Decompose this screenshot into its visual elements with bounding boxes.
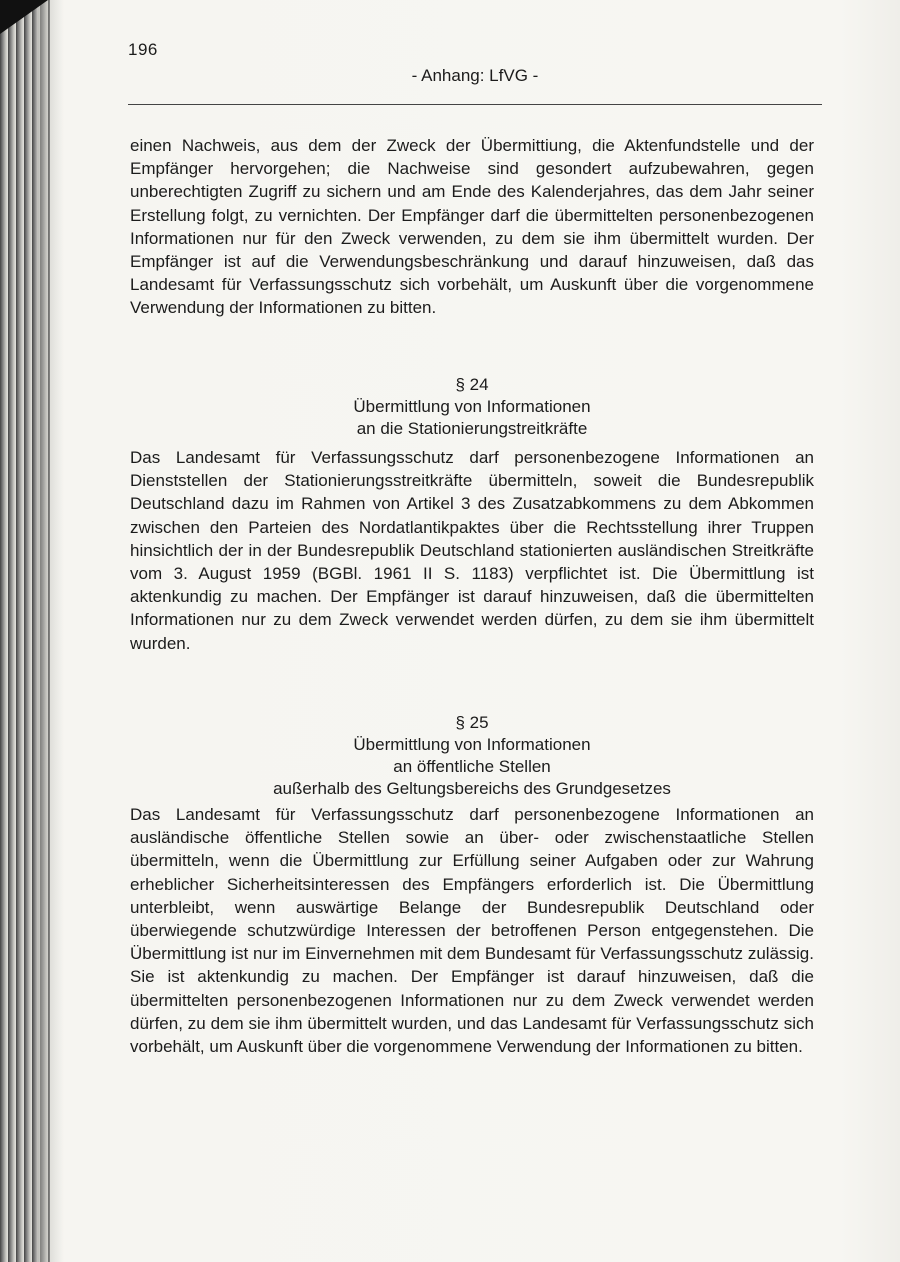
binding-fade bbox=[38, 0, 64, 1262]
section-24-heading bbox=[130, 374, 814, 440]
header-rule bbox=[128, 104, 822, 105]
section-25-title-line-3: außerhalb des Geltungsbereichs des Grundgesetzes bbox=[273, 779, 671, 798]
intro-paragraph: einen Nachweis, aus dem der Zweck der Übermittiung, die Aktenfundstelle und der Empfänger hervorgehen; die Nachweise sind gesondert aufzubewahren, gegen unberechtigten Zugriff zu sichern und am Ende des Kalenderjahres, das dem Jahr seiner Erstellung folgt, zu vernichten. Der Empfänger darf die übermittelten personenbezogenen Informationen nur für den Zweck verwenden, zu dem sie ihm übermittelt wurden. Der Empfänger ist auf die Verwendungsbeschränkung und darauf hinzuweisen, daß das Landesamt für Verfassungsschutz sich vorbehält, um Auskunft über die vorgenommene Verwendung der Informationen zu bitten. bbox=[130, 136, 814, 318]
running-header: - Anhang: LfVG - bbox=[411, 66, 539, 85]
section-24-number: § 24 bbox=[455, 375, 489, 394]
section-24-title-line-1: Übermittlung von Informationen bbox=[353, 397, 591, 416]
section-25-title-line-1: Übermittlung von Informationen bbox=[353, 735, 591, 754]
section-25-paragraph: Das Landesamt für Verfassungsschutz darf personenbezogene Informationen an ausländische öffentliche Stellen sowie an über- oder zwischenstaatliche Stellen übermitteln, wenn die Übermittlung zur Erfüllung seiner Aufgaben oder zur Wahrung erheblicher Sicherheitsinteressen des Empfängers erforderlich ist. Die Übermittlung unterbleibt, wenn auswärtige Belange der Bundesrepublik Deutschland oder überwiegende schutzwürdige Interessen der betroffenen Person entgegenstehen. Die Übermittlung ist nur im Einvernehmen mit dem Bundesamt für Verfassungsschutz zulässig. Sie ist aktenkundig zu machen. Der Empfänger ist darauf hinzuweisen, daß die übermittelten personenbezogenen Informationen nur zu dem Zweck verwendet werden dürfen, zu dem sie ihm übermittelt wurden, und das Landesamt für Verfassungsschutz sich vorbehält, um Auskunft über die vorgenommene Verwendung der Informationen zu bitten. bbox=[130, 805, 814, 1057]
section-25-title-line-2: an öffentliche Stellen bbox=[393, 757, 551, 776]
section-24-title-line-2: an die Stationierungstreitkräfte bbox=[356, 419, 588, 438]
section-24-paragraph: Das Landesamt für Verfassungsschutz darf personenbezogene Informationen an Dienststellen der Stationierungsstreitkräfte übermitteln, soweit die Bundesrepublik Deutschland dazu im Rahmen von Artikel 3 des Zusatzabkommens zu dem Abkommen zwischen den Parteien des Nordatlantikpaktes über die Rechtsstellung ihrer Truppen hinsichtlich der in der Bundesrepublik Deutschland stationierten ausländischen Streitkräfte vom 3. August 1959 (BGBl. 1961 II S. 1183) verpflichtet ist. Die Übermittlung ist aktenkundig zu machen. Der Empfänger ist darauf hinzuweisen, daß die übermittelten Informationen nur zu dem Zweck verwendet werden dürfen, zu dem sie ihm übermittelt wurden. bbox=[130, 448, 814, 653]
page-number: 196 bbox=[128, 40, 158, 59]
page-corner-mark bbox=[0, 0, 48, 34]
section-25-number: § 25 bbox=[455, 713, 489, 732]
section-25-heading bbox=[130, 712, 814, 800]
